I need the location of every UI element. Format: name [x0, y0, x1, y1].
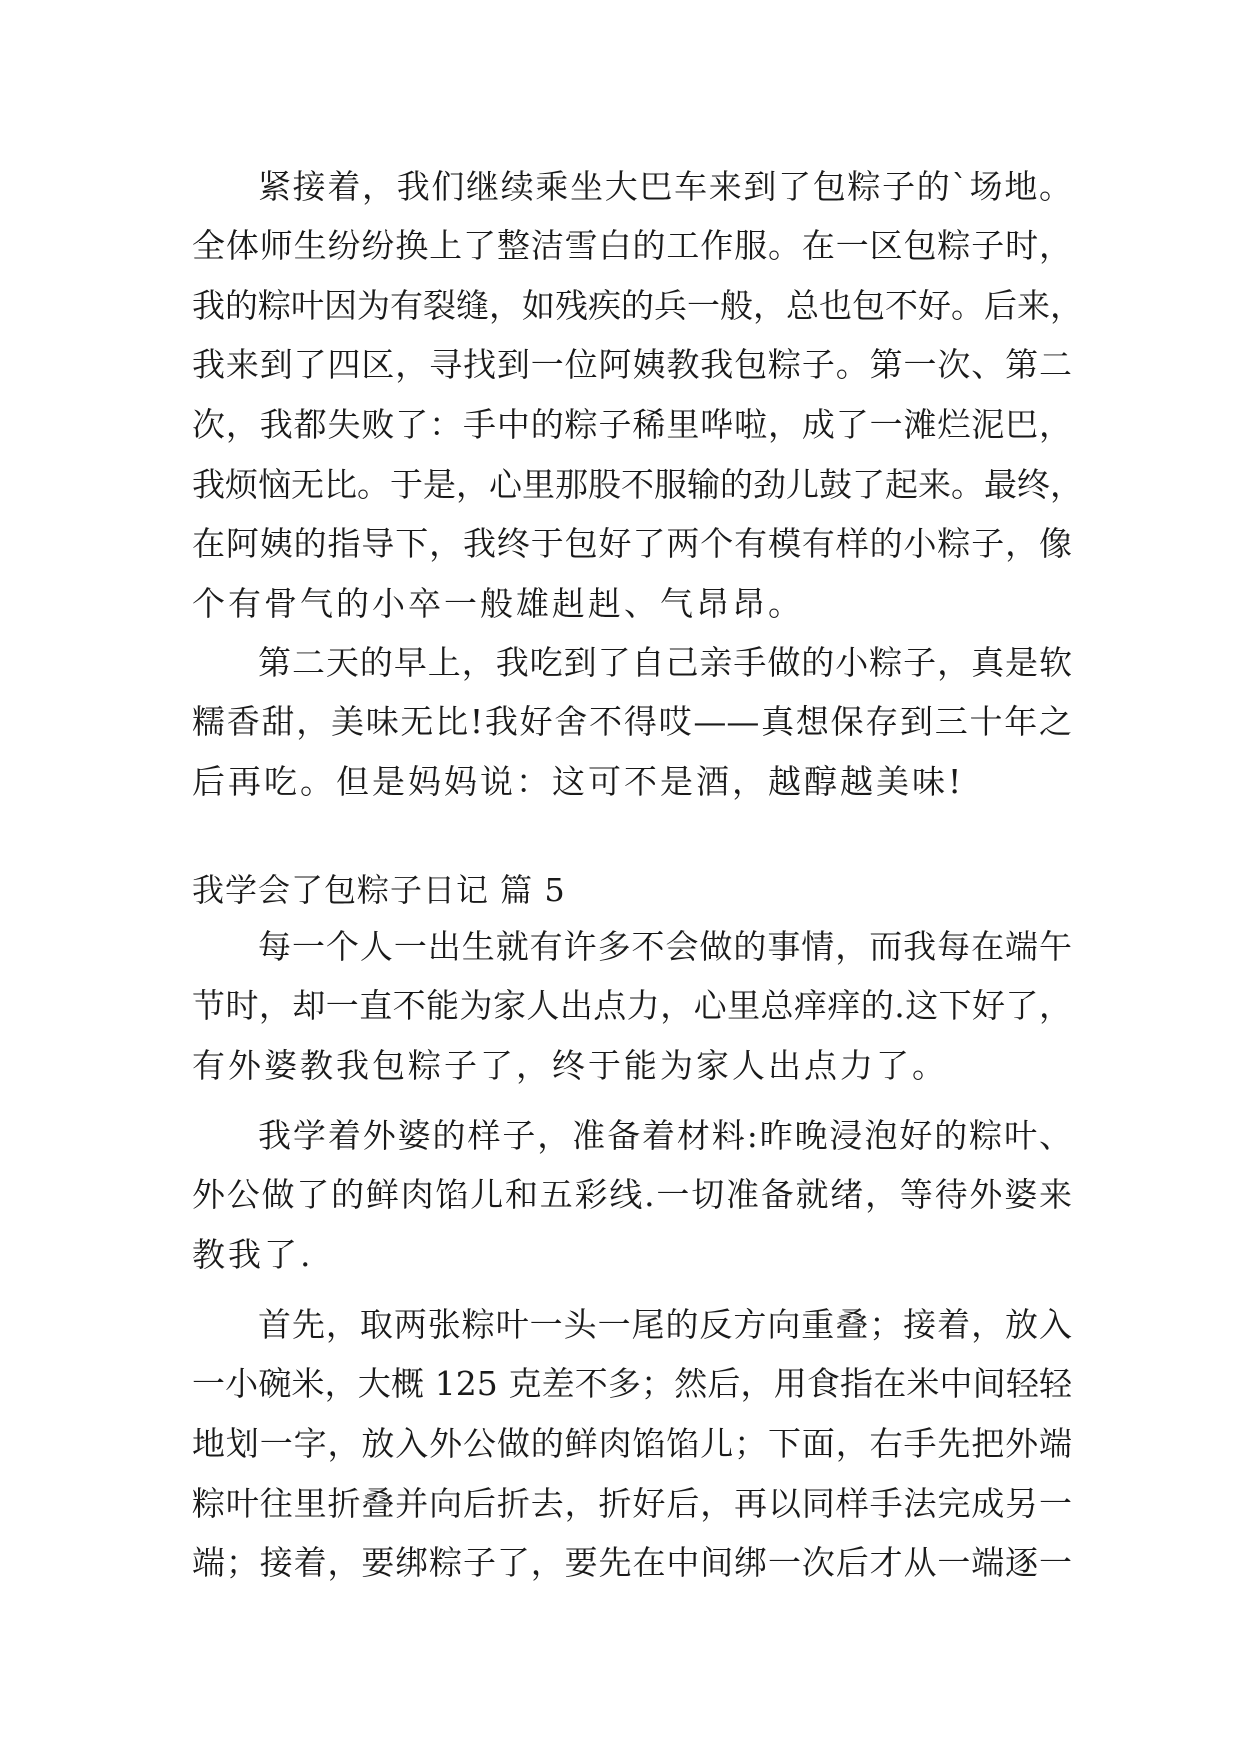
paragraph-line: 我来到了四区，寻找到一位阿姨教我包粽子。第一次、第二 — [192, 345, 1072, 384]
paragraph-line: 一小碗米，大概 125 克差不多；然后，用食指在米中间轻轻 — [192, 1364, 1072, 1403]
paragraph-line: 我烦恼无比。于是，心里那股不服输的劲儿鼓了起来。最终， — [192, 465, 1083, 504]
paragraph-line: 有外婆教我包粽子了，终于能为家人出点力了。 — [192, 1046, 948, 1085]
paragraph-line: 地划一字，放入外公做的鲜肉馅馅儿；下面，右手先把外端 — [192, 1424, 1072, 1463]
paragraph-line: 粽叶往里折叠并向后折去，折好后，再以同样手法完成另一 — [192, 1484, 1072, 1523]
paragraph-line: 次，我都失败了：手中的粽子稀里哗啦，成了一滩烂泥巴， — [192, 405, 1072, 444]
paragraph-line: 首先，取两张粽叶一头一尾的反方向重叠；接着，放入 — [258, 1305, 1072, 1344]
section-heading: 我学会了包粽子日记 篇 5 — [192, 871, 566, 909]
paragraph-line: 节时，却一直不能为家人出点力，心里总痒痒的.这下好了， — [192, 986, 1072, 1025]
paragraph-line: 教我了. — [192, 1235, 314, 1274]
paragraph-line: 个有骨气的小卒一般雄赳赳、气昂昂。 — [192, 584, 804, 623]
paragraph-line: 我学着外婆的样子，准备着材料:昨晚浸泡好的粽叶、 — [258, 1116, 1072, 1155]
paragraph-line: 第二天的早上，我吃到了自己亲手做的小粽子，真是软 — [258, 643, 1072, 682]
paragraph-line: 后再吃。但是妈妈说：这可不是酒，越醇越美味! — [192, 762, 965, 801]
paragraph-line: 端；接着，要绑粽子了，要先在中间绑一次后才从一端逐一 — [192, 1543, 1072, 1582]
paragraph-line: 外公做了的鲜肉馅儿和五彩线.一切准备就绪，等待外婆来 — [192, 1175, 1072, 1214]
paragraph-line: 我的粽叶因为有裂缝，如残疾的兵一般，总也包不好。后来， — [192, 286, 1083, 325]
paragraph-line: 在阿姨的指导下，我终于包好了两个有模有样的小粽子，像 — [192, 524, 1072, 563]
paragraph-line: 全体师生纷纷换上了整洁雪白的工作服。在一区包粽子时， — [192, 226, 1072, 265]
paragraph-line: 紧接着，我们继续乘坐大巴车来到了包粽子的`场地。 — [258, 167, 1072, 206]
paragraph-line: 糯香甜，美味无比!我好舍不得哎——真想保存到三十年之 — [192, 702, 1072, 741]
paragraph-line: 每一个人一出生就有许多不会做的事情，而我每在端午 — [258, 927, 1072, 966]
